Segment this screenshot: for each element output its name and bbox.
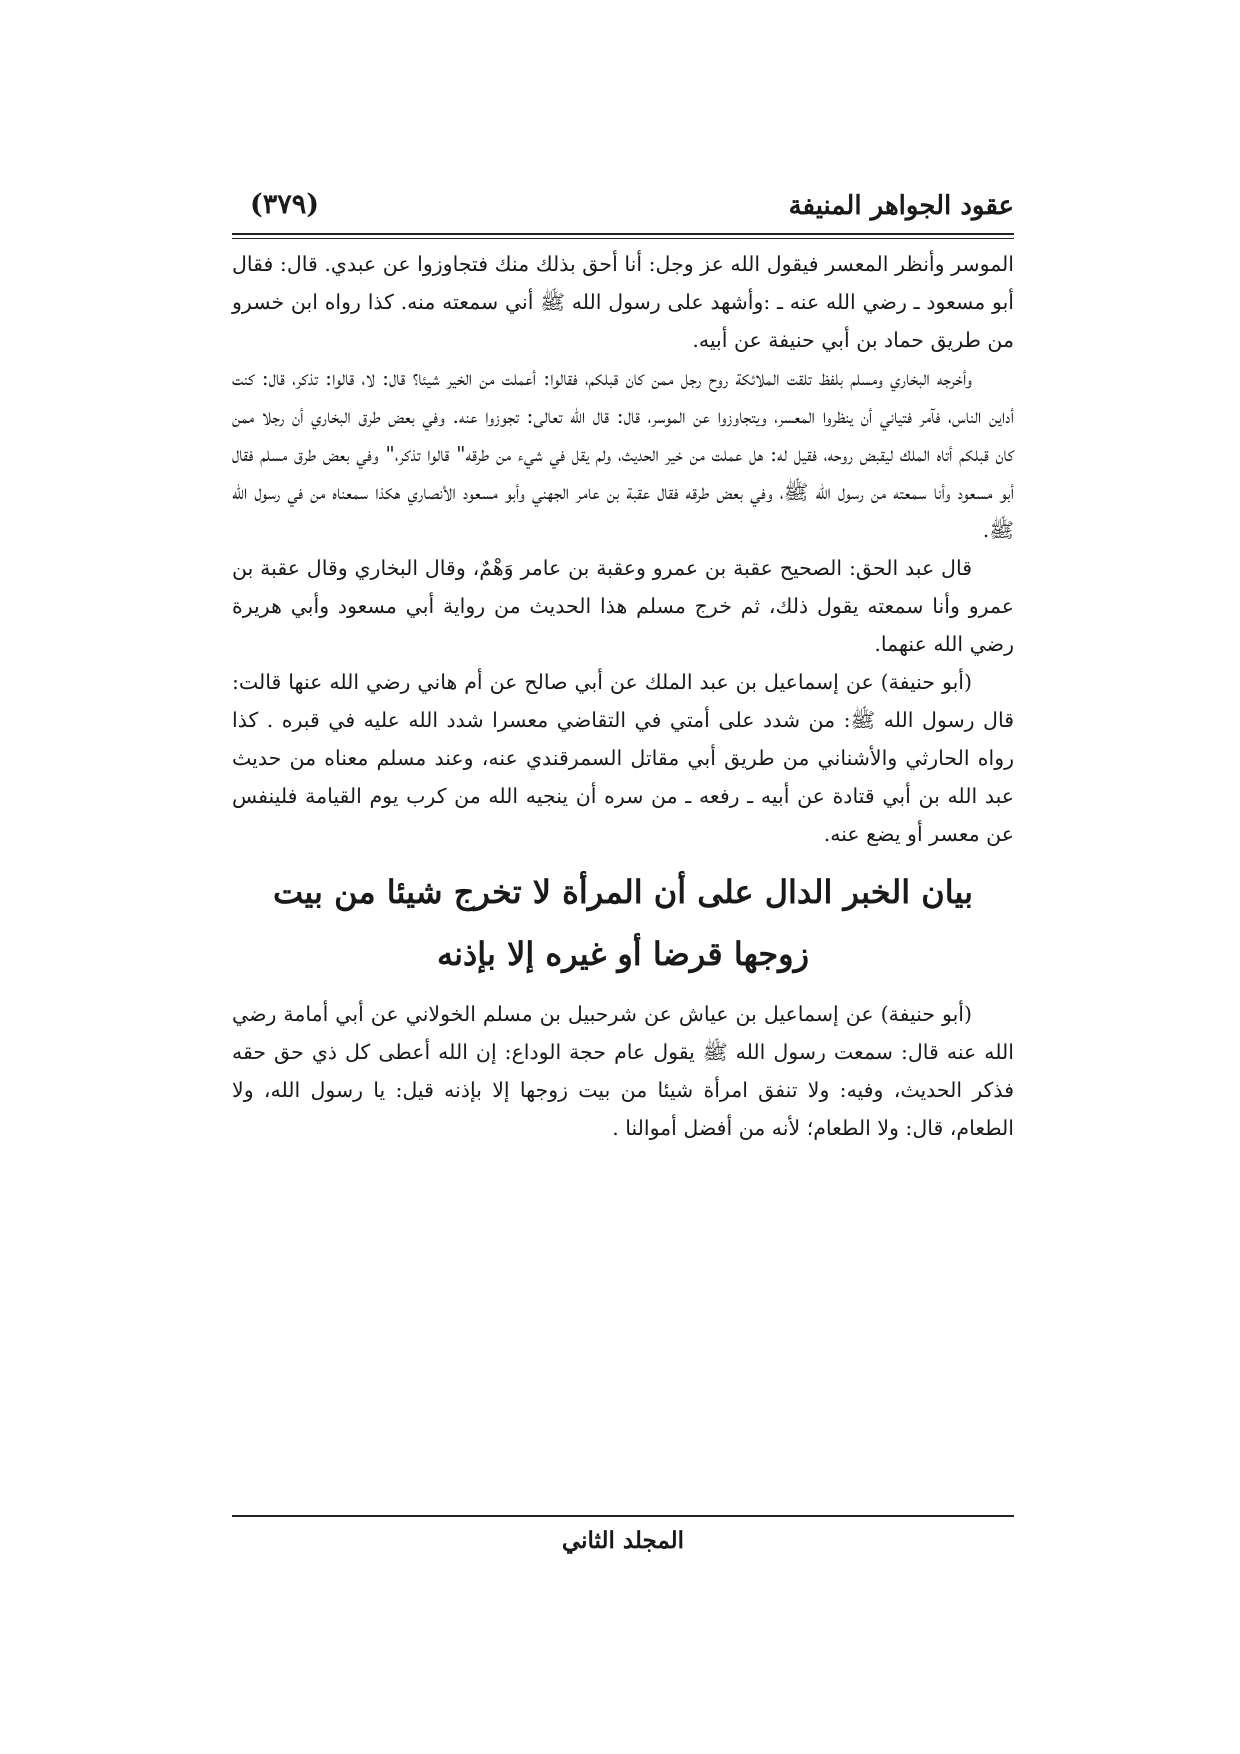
section-heading: بيان الخبر الدال على أن المرأة لا تخرج شيئا من بيت زوجها قرضا أو غيره إلا بإذنه [272, 873, 974, 973]
paragraph-continuation: الموسر وأنظر المعسر فيقول الله عز وجل: أنا أحق بذلك منك فتجاوزوا عن عبدي. قال: فقال أبو مسعود ـ رضي الله عنه ـ :وأشهد على رسول الله ﷺ أني سمعته منه. كذا رواه ابن خسرو من طريق حماد بن أبي حنيفة عن أبيه. [232, 252, 1014, 352]
page-header [232, 185, 1014, 231]
paragraph-abu-umama: (أبو حنيفة) عن إسماعيل بن عياش عن شرحبيل بن مسلم الخولاني عن أبي أمامة رضي الله عنه قال: سمعت رسول الله ﷺ يقول عام حجة الوداع: إن الله أعطى كل ذي حق حقه فذكر الحديث، وفيه: ولا تنفق امرأة شيئا من بيت زوجها إلا بإذنه قيل: يا رسول الله، ولا الطعام، قال: ولا الطعام؛ لأنه من أفضل أموالنا . [232, 1002, 1014, 1140]
paragraph-abu-hanifa-umm-hani: (أبو حنيفة) عن إسماعيل بن عبد الملك عن أبي صالح عن أم هاني رضي الله عنها قالت: قال رسول الله ﷺ: من شدد على أمتي في التقاضي معسرا شدد الله عليه في قبره . كذا رواه الحارثي والأشناني من طريق أبي مقاتل السمرقندي عنه، وعند مسلم معناه من حديث عبد الله بن أبي قتادة عن أبيه ـ رفعه ـ من سره أن ينجيه الله من كرب يوم القيامة فلينفس عن معسر أو يضع عنه. [232, 670, 1014, 846]
paragraph-bukhari-muslim: وأخرجه البخاري ومسلم بلفظ تلقت الملائكة روح رجل ممن كان قبلكم، فقالوا: أعملت من الخير شيئا؟ قال: لا، قالوا: تذكر، قال: كنت أداين الناس، فآمر فتياني أن ينظروا المعسر، ويتجاوزوا عن الموسر، قال: قال الله تعالى: تجوزوا عنه. وفي بعض طرق البخاري أن رجلا ممن كان قبلكم أتاه الملك ليقبض روحه، فقيل له: هل عملت من خير الحديث، ولم يقل في شيء من طرقه" قالوا تذكر،" وفي بعض طرق مسلم فقال أبو مسعود وأنا سمعته من رسول الله ﷺ، وفي بعض طرقه فقال عقبة بن عامر الجهني وأبو مسعود الأنصاري هكذا سمعناه من في رسول الله ﷺ. [232, 366, 1014, 542]
book-title: عقود الجواهر المنيفة [788, 191, 1014, 221]
page-number: (٣٧٩) [250, 189, 320, 220]
header-rule [232, 233, 1014, 235]
footer-rule [232, 1515, 1014, 1517]
header-rule-thin [232, 238, 1014, 239]
volume-label: المجلد الثاني [561, 1527, 685, 1554]
book-page [232, 185, 1014, 1605]
paragraph-abd-al-haqq: قال عبد الحق: الصحيح عقبة بن عمرو وعقبة بن عامر وَهْمٌ، وقال البخاري وقال عقبة بن عمرو وأنا سمعته يقول ذلك، ثم خرج مسلم هذا الحديث من رواية أبي مسعود وأبي هريرة رضي الله عنهما. [232, 556, 1014, 656]
page-body [232, 245, 1014, 1147]
